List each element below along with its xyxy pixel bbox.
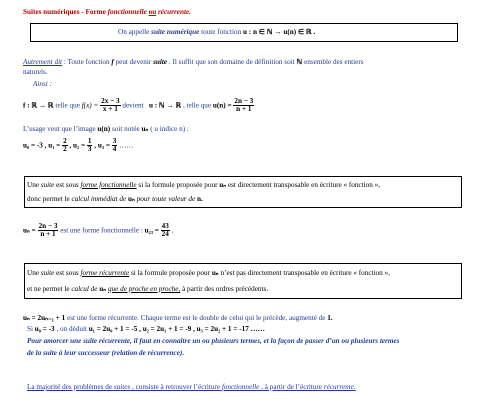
u2-label: , u₂ = (69, 141, 86, 150)
page-title (23, 8, 191, 16)
u23-den: 24 (161, 230, 169, 239)
recurrence-line1 (23, 313, 333, 322)
rec-calc: u₁ = 2u₀ + 1 = -5 , u₂ = 2u₁ + 1 = -9 , u₃ = 2u₂ + 1 = -17 …… (88, 325, 265, 333)
rec-u0: u₀ = -3 (34, 325, 55, 333)
definition-term: suite numérique (151, 28, 200, 36)
definition-a: On appelle (118, 28, 150, 36)
footer-e: , à partir de l’écriture (261, 383, 322, 391)
recurrente-line1 (27, 268, 390, 277)
br-1b: suite (40, 269, 55, 277)
title-part-4: récurrente. (157, 8, 191, 16)
bf-2b: calcul immédiat de (71, 195, 127, 203)
u3-den: 4 (112, 145, 117, 154)
bf-1e: si la formule proposée pour (138, 181, 218, 189)
u1-num: 2 (63, 137, 67, 145)
bf-1c: est sous (56, 181, 79, 189)
bf-1g: est directement transposable en écriture « fonction », (227, 181, 381, 189)
bf-2c: uₙ (128, 195, 135, 203)
bf-1b: suite (40, 181, 55, 189)
bf-1f: uₙ (219, 181, 227, 189)
br-1d: forme récurrente (80, 269, 130, 277)
ainsi-label: Ainsi : (33, 80, 52, 88)
rec-deduit: , on déduit (56, 325, 87, 333)
recurrence-note2: de la suite à leur successeur (relation de récurrence). (27, 349, 185, 357)
usage-b: u(n) (97, 125, 111, 133)
br-1f: uₙ (211, 269, 219, 277)
autrement-label: Autrement dit (23, 58, 63, 66)
usage-e: ( u indice n) : (150, 125, 189, 133)
fonctionnelle-line2 (27, 194, 203, 203)
definition-text (118, 27, 315, 36)
usage-line (23, 124, 189, 133)
u-map: u : ℕ → ℝ (148, 101, 182, 110)
recurrente-line2 (27, 284, 268, 293)
autrement-d: . Il suffit que son domaine de définition soit (168, 58, 295, 66)
br-2e: à partir des ordres précédents. (182, 285, 269, 293)
br-1a: Une (27, 269, 39, 277)
usage-a: L’usage veut que l’image (23, 125, 96, 133)
autrement-f2: ensemble des entiers (304, 58, 364, 66)
u0-value: u₀ = -3 , u₁ = (23, 141, 61, 150)
br-2d: que de proche en proche, (107, 285, 181, 293)
ex2-end: . (171, 226, 174, 235)
usage-c: soit notée (111, 125, 140, 133)
footer-c: , consiste à retrouver l’écriture (132, 383, 221, 391)
bf-2d: pour toute valeur de (136, 195, 196, 203)
br-1c: est sous (56, 269, 79, 277)
ex2-den: n + 1 (40, 230, 56, 239)
title-part-1: Suites numériques - Forme (23, 8, 106, 16)
autrement-b: peut devenir (115, 58, 152, 66)
rec-formula: uₙ = 2uₙ₋₁ + 1 (23, 314, 66, 322)
br-2a: et ne permet le (27, 285, 70, 293)
fx-den: x + 1 (102, 105, 118, 114)
rec-text: est une forme récurrente. Chaque terme est le double de celui qui le précède, augmenté de (67, 314, 326, 322)
u23-num: 43 (161, 222, 169, 230)
rec-one: 1. (327, 314, 333, 322)
un-num: 2n − 3 (234, 97, 254, 105)
usage-d: uₙ (141, 125, 149, 133)
ex2-num: 2n − 3 (38, 222, 58, 230)
tel-que: telle que (55, 101, 80, 110)
br-2c: uₙ (99, 285, 107, 293)
recurrence-note1: Pour amorcer une suite récurrente, il faut en connaître un ou plusieurs termes, et la façon de passer d’un ou plusieurs termes (27, 337, 400, 345)
un-den: n + 1 (236, 105, 252, 114)
footer-d: fonctionnelle (221, 383, 260, 391)
autrement-e: ℕ (296, 58, 303, 66)
footer-line (27, 383, 356, 391)
u3-label: , u₃ = (94, 141, 110, 150)
values-line (23, 138, 133, 153)
u3-fraction (112, 138, 118, 153)
fonctionnelle-line1 (27, 180, 380, 189)
autrement-a: : Toute fonction (63, 58, 110, 66)
footer-b: suites (113, 383, 131, 391)
u2-fraction (87, 138, 93, 153)
ex2-un: uₙ = (23, 226, 36, 235)
footer-f: récurrente. (323, 383, 356, 391)
fx-label: f(x) = (81, 101, 99, 110)
fx-num: 2x − 3 (101, 97, 120, 105)
br-1g: n’est pas directement transposable en écriture « fonction », (220, 269, 390, 277)
title-part-3: ou (148, 8, 157, 16)
devient: devient (122, 101, 144, 110)
values-dots: …… (119, 141, 134, 150)
un-label: u(n) = (212, 101, 232, 110)
bf-2a: donc permet le (27, 195, 70, 203)
un-fraction (233, 98, 254, 113)
bf-2e: n. (196, 195, 203, 203)
autrement-line1 (23, 57, 364, 66)
title-part-2: fonctionnelle (107, 8, 147, 16)
definition-formula: u : n ∈ ℕ → u(n) ∈ ℝ . (243, 28, 316, 36)
footer-a: La majorité des problèmes de (27, 383, 113, 391)
example2-line (23, 223, 173, 238)
autrement-f: f (111, 58, 114, 66)
u1-fraction (62, 138, 68, 153)
fx-fraction (100, 98, 120, 113)
u1-den: 2 (63, 145, 67, 154)
u23-fraction (161, 223, 170, 238)
u2-den: 3 (87, 145, 92, 154)
u3-num: 3 (112, 137, 117, 145)
bf-1a: Une (27, 181, 39, 189)
autrement-line2: naturels. (23, 68, 48, 76)
f-map: f : ℝ → ℝ (23, 101, 54, 110)
rec-si: Si (27, 325, 33, 333)
autrement-c: suite (153, 58, 168, 66)
definition-c: toute fonction (201, 28, 242, 36)
br-2b: calcul de (71, 285, 98, 293)
example-function (23, 98, 254, 113)
br-1e: si la formule proposée pour (130, 269, 211, 277)
ex2-text: est une forme fonctionnelle : (60, 226, 143, 235)
bf-1d: forme fonctionnelle (80, 181, 137, 189)
u23-label: u₂₃ = (144, 226, 159, 235)
recurrence-line2 (27, 325, 265, 333)
u2-num: 1 (87, 137, 92, 145)
telle-que: , telle que (182, 101, 212, 110)
ex2-fraction (38, 223, 59, 238)
